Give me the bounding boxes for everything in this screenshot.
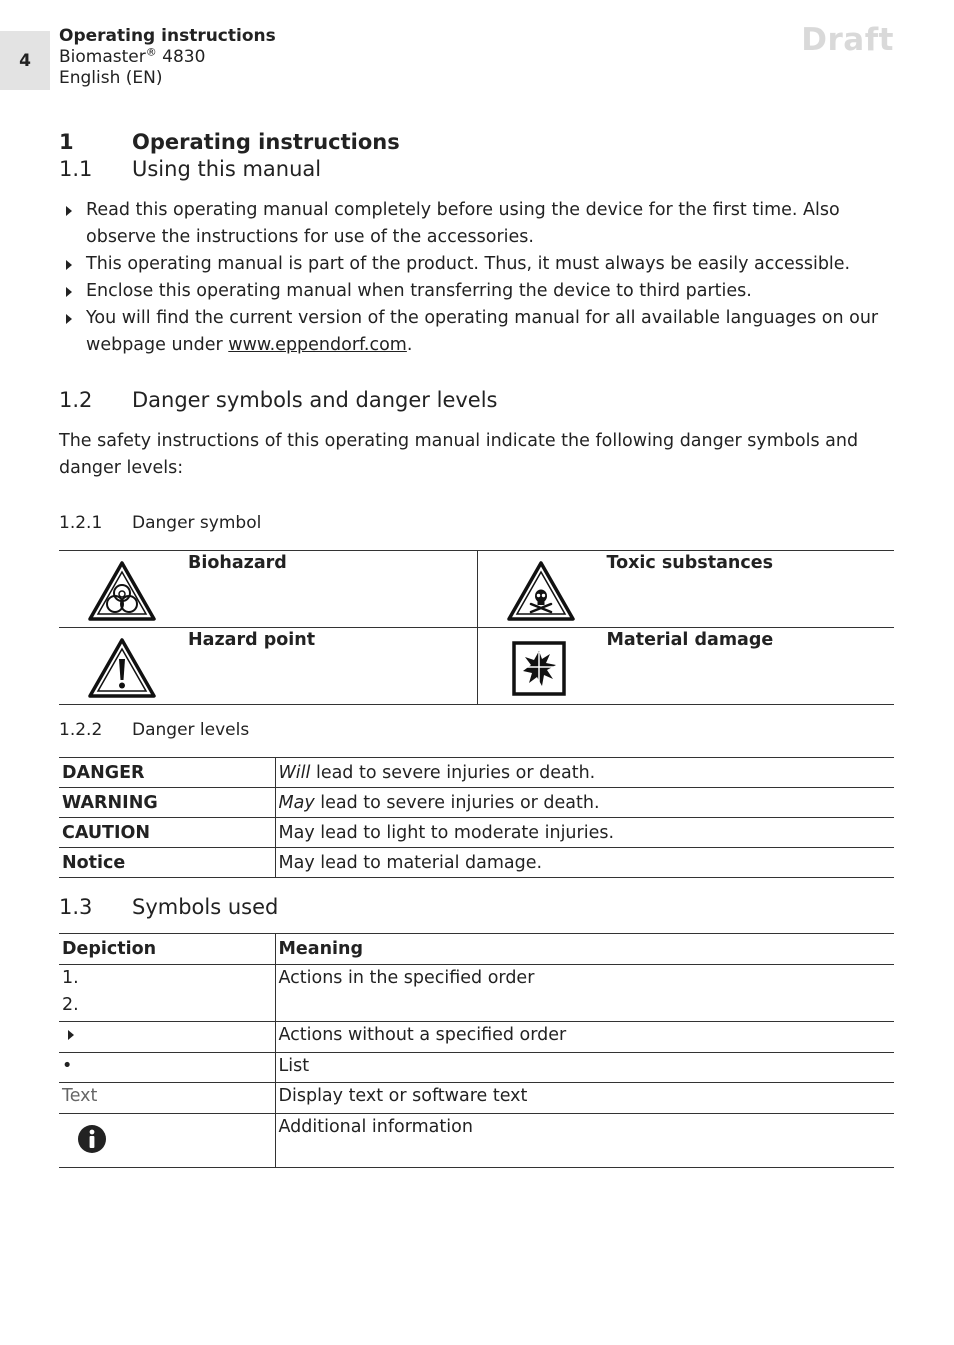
arrow-bullet-icon xyxy=(66,314,72,324)
table-row xyxy=(59,1022,894,1053)
description-text: May lead to material damage. xyxy=(278,852,543,873)
toxic-icon xyxy=(506,560,576,622)
biohazard-icon xyxy=(87,560,157,622)
table-row xyxy=(59,818,894,848)
arrow-bullet-icon xyxy=(66,287,72,297)
section-title: Symbols used xyxy=(132,895,279,919)
step-number: 1. xyxy=(62,968,79,988)
danger-level-description xyxy=(275,848,894,878)
table-row xyxy=(59,788,894,818)
section-1-heading xyxy=(59,130,400,154)
column-header-depiction: Depiction xyxy=(59,934,275,965)
danger-level-description xyxy=(275,818,894,848)
depiction-cell xyxy=(59,1114,275,1168)
hazard-point-icon xyxy=(87,637,157,699)
list-item xyxy=(59,251,899,278)
danger-level-description xyxy=(275,788,894,818)
table-row xyxy=(59,848,894,878)
emphasis: May xyxy=(278,792,315,813)
list-item-text-end: . xyxy=(406,335,413,355)
list-item-text: You will find the current version of the operating manual for all available languages on our webpage under xyxy=(86,308,879,355)
section-title: Using this manual xyxy=(132,157,322,181)
draft-watermark: Draft xyxy=(801,22,894,58)
meaning-cell: Additional information xyxy=(275,1114,894,1168)
table-cell xyxy=(477,551,895,627)
table-header-row xyxy=(59,934,894,965)
running-head xyxy=(59,26,276,89)
arrow-bullet-icon xyxy=(66,206,72,216)
list-item xyxy=(59,305,899,359)
info-icon xyxy=(77,1124,107,1154)
section-title: Danger symbol xyxy=(132,513,262,533)
page-number: 4 xyxy=(0,31,50,90)
section-number: 1.2.2 xyxy=(59,720,103,740)
section-title: Danger symbols and danger levels xyxy=(132,388,498,412)
list-item xyxy=(59,197,899,251)
depiction-cell xyxy=(59,1022,275,1053)
description-text: May lead to light to moderate injuries. xyxy=(278,822,615,843)
section-title: Operating instructions xyxy=(132,130,400,154)
column-header-meaning: Meaning xyxy=(275,934,894,965)
table-row xyxy=(59,551,894,628)
depiction-cell xyxy=(59,965,275,1022)
list-item xyxy=(59,278,899,305)
intro-paragraph: The safety instructions of this operating manual indicate the following danger symbols and danger levels: xyxy=(59,431,859,478)
description-text: lead to severe injuries or death. xyxy=(310,762,596,783)
arrow-bullet-icon xyxy=(68,1030,74,1040)
section-1-1-heading xyxy=(59,157,321,181)
table-cell xyxy=(59,551,477,627)
section-1-3-heading xyxy=(59,895,278,919)
symbol-label: Material damage xyxy=(606,630,774,650)
danger-level-name: CAUTION xyxy=(59,818,275,848)
danger-symbol-table xyxy=(59,550,894,705)
product-name: Biomaster xyxy=(59,47,146,67)
registered-mark: ® xyxy=(145,45,157,59)
meaning-cell: List xyxy=(275,1053,894,1083)
section-number: 1 xyxy=(59,130,74,154)
section-title: Danger levels xyxy=(132,720,250,740)
danger-level-description xyxy=(275,758,894,788)
arrow-bullet-icon xyxy=(66,260,72,270)
section-1-2-heading xyxy=(59,388,498,412)
running-head-product xyxy=(59,47,276,68)
eppendorf-website-link[interactable]: www.eppendorf.com xyxy=(228,335,407,355)
section-number: 1.3 xyxy=(59,895,93,919)
meaning-cell: Display text or software text xyxy=(275,1083,894,1114)
table-row xyxy=(59,1053,894,1083)
meaning-cell: Actions in the specified order xyxy=(275,965,894,1022)
depiction-cell: Text xyxy=(59,1083,275,1114)
section-number: 1.2 xyxy=(59,388,93,412)
symbol-label: Toxic substances xyxy=(606,553,773,573)
danger-levels-table xyxy=(59,757,894,878)
table-cell xyxy=(59,628,477,704)
danger-level-name: WARNING xyxy=(59,788,275,818)
section-1-2-1-heading xyxy=(59,513,261,533)
step-number: 2. xyxy=(62,995,79,1015)
section-number: 1.2.1 xyxy=(59,513,103,533)
meaning-cell: Actions without a specified order xyxy=(275,1022,894,1053)
table-row xyxy=(59,1083,894,1114)
material-damage-icon xyxy=(506,637,576,699)
depiction-cell: • xyxy=(59,1053,275,1083)
usage-bullet-list xyxy=(59,197,899,359)
product-model: 4830 xyxy=(156,47,206,67)
list-item-text: This operating manual is part of the product. Thus, it must always be easily accessible. xyxy=(86,254,851,274)
running-head-language: English (EN) xyxy=(59,68,163,88)
symbol-label: Hazard point xyxy=(188,630,316,650)
running-head-title: Operating instructions xyxy=(59,26,276,46)
list-item-text: Read this operating manual completely before using the device for the first time. Also observe the instructions for use of the accessories. xyxy=(86,200,840,247)
section-number: 1.1 xyxy=(59,157,93,181)
table-cell xyxy=(477,628,895,704)
danger-level-name: Notice xyxy=(59,848,275,878)
description-text: lead to severe injuries or death. xyxy=(314,792,600,813)
symbol-label: Biohazard xyxy=(188,553,287,573)
table-row xyxy=(59,758,894,788)
section-1-2-2-heading xyxy=(59,720,249,740)
list-item-text: Enclose this operating manual when transferring the device to third parties. xyxy=(86,281,752,301)
table-row xyxy=(59,965,894,1022)
danger-level-name: DANGER xyxy=(59,758,275,788)
emphasis: Will xyxy=(278,762,311,783)
table-row xyxy=(59,1114,894,1168)
table-row xyxy=(59,628,894,705)
symbols-used-table xyxy=(59,933,894,1168)
